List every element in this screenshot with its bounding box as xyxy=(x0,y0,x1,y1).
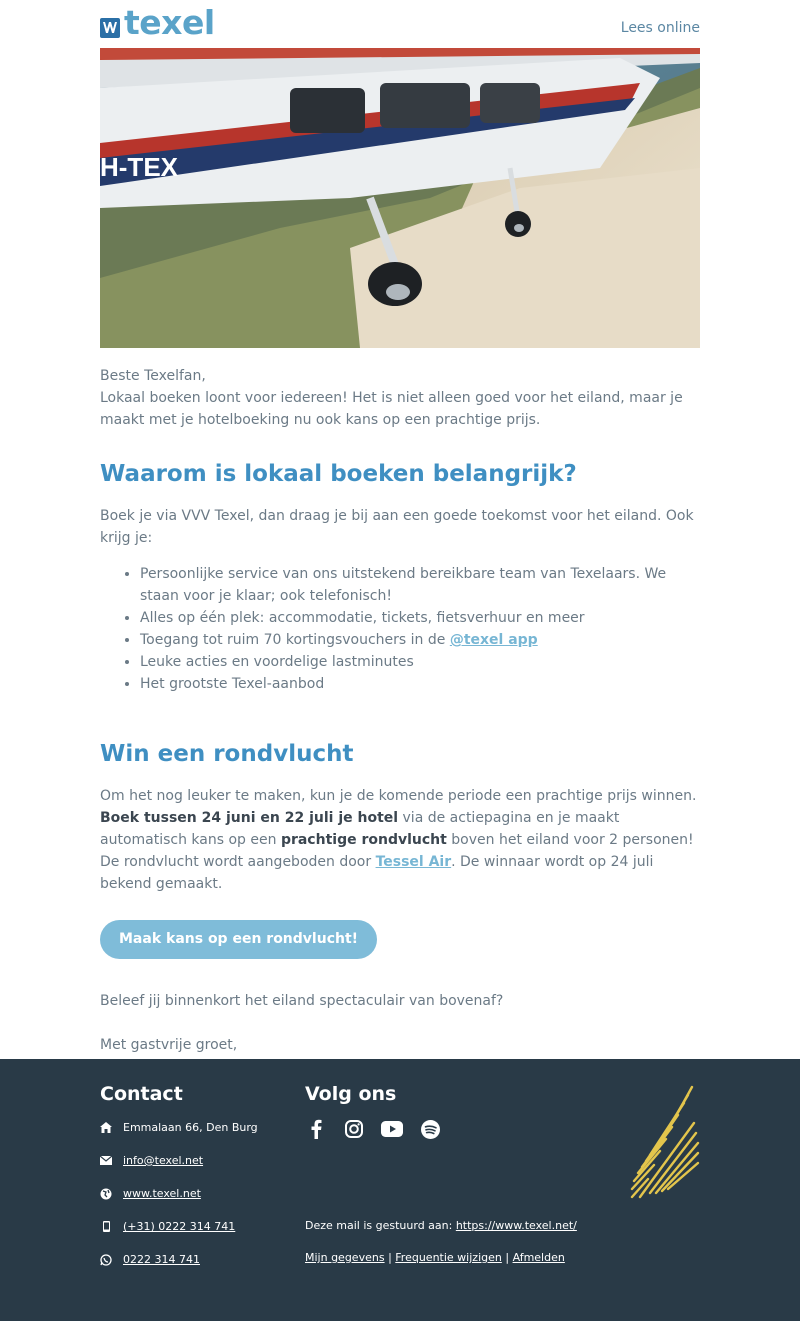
contact-phone xyxy=(100,1220,235,1233)
instagram-icon[interactable] xyxy=(343,1119,365,1139)
benefits-list xyxy=(100,563,700,695)
win-bold-dates: Boek tussen 24 juni en 22 juli je hotel xyxy=(100,810,399,826)
globe-icon xyxy=(100,1188,112,1200)
contact-email xyxy=(100,1154,203,1167)
email-header xyxy=(100,0,700,48)
closing-text: Met gastvrije groet, xyxy=(100,1037,238,1053)
greeting: Beste Texelfan, xyxy=(100,368,206,384)
contact-address xyxy=(100,1121,258,1134)
change-frequency-link[interactable]: Frequentie wijzigen xyxy=(395,1251,502,1264)
hero-image-airplane xyxy=(100,48,700,348)
win-paragraph xyxy=(100,785,700,895)
sent-to-line xyxy=(305,1219,577,1232)
youtube-icon[interactable] xyxy=(381,1119,403,1139)
separator: | xyxy=(505,1251,510,1264)
win-bold-prize: prachtige rondvlucht xyxy=(280,832,447,848)
email-link[interactable]: info@texel.net xyxy=(123,1154,204,1167)
section-title-why-local: Waarom is lokaal boeken belangrijk? xyxy=(100,461,577,487)
footer-links xyxy=(305,1251,565,1264)
mobile-phone-icon xyxy=(100,1221,112,1233)
texel-logo[interactable] xyxy=(100,3,215,42)
my-details-link[interactable]: Mijn gegevens xyxy=(305,1251,385,1264)
section-title-win: Win een rondvlucht xyxy=(100,741,354,767)
whatsapp-link[interactable]: 0222 314 741 xyxy=(123,1253,200,1266)
separator: | xyxy=(388,1251,392,1264)
contact-title: Contact xyxy=(100,1083,183,1105)
spotify-icon[interactable] xyxy=(419,1119,441,1139)
envelope-icon xyxy=(100,1155,112,1167)
win-text: boven het eiland voor 2 personen! De rondvlucht wordt aangeboden door xyxy=(100,832,694,870)
list-item: • Leuke acties en voordelige lastminutes xyxy=(140,651,700,673)
vvv-logo-icon xyxy=(100,18,120,38)
win-text: Om het nog leuker te maken, kun je de komende periode een prachtige prijs winnen. xyxy=(100,788,697,804)
social-links xyxy=(305,1119,441,1139)
home-icon xyxy=(100,1122,112,1134)
follow-title: Volg ons xyxy=(305,1083,397,1105)
list-item xyxy=(140,629,700,651)
website-link[interactable]: www.texel.net xyxy=(123,1187,201,1200)
sent-to-label: Deze mail is gestuurd aan: xyxy=(305,1219,456,1232)
list-item-text: Toegang tot ruim 70 kortingsvouchers in de xyxy=(140,632,450,648)
intro-text: Lokaal boeken loont voor iedereen! Het is niet alleen goed voor het eiland, maar je maakt met je hotelboeking nu ook kans op een prachtige prijs. xyxy=(100,390,683,428)
tessel-air-link[interactable]: Tessel Air xyxy=(375,854,452,870)
sent-to-url-link[interactable]: https://www.texel.net/ xyxy=(455,1219,577,1232)
contact-whatsapp xyxy=(100,1253,200,1266)
facebook-icon[interactable] xyxy=(305,1119,327,1139)
email-footer xyxy=(0,1059,800,1321)
win-flight-button[interactable]: Maak kans op een rondvlucht! xyxy=(100,920,377,959)
section-lead: Boek je via VVV Texel, dan draag je bij aan een goede toekomst voor het eiland. Ook krijg je: xyxy=(100,508,694,546)
logo-text: texel xyxy=(124,3,215,42)
win-text: via de actiepagina en je maakt automatisch kans op een xyxy=(100,810,620,848)
list-item: • Alles op één plek: accommodatie, tickets, fietsverhuur en meer xyxy=(140,607,700,629)
unsubscribe-link[interactable]: Afmelden xyxy=(512,1251,565,1264)
aircraft-registration: H-TEX xyxy=(100,152,178,182)
win-text: . De winnaar wordt op 24 juli bekend gemaakt. xyxy=(100,854,654,892)
read-online-link[interactable]: Lees online xyxy=(620,20,700,36)
texel-app-link[interactable]: @texel app xyxy=(449,632,538,648)
question-text: Beleef jij binnenkort het eiland spectaculair van bovenaf? xyxy=(100,993,504,1009)
address-text: Emmalaan 66, Den Burg xyxy=(123,1121,258,1134)
list-item: • Het grootste Texel-aanbod xyxy=(140,673,700,695)
email-content xyxy=(100,348,700,1078)
phone-link[interactable]: (+31) 0222 314 741 xyxy=(123,1220,236,1233)
texel-stripes-logo-icon xyxy=(630,1083,700,1205)
list-item: • Persoonlijke service van ons uitstekend bereikbare team van Texelaars. We staan voor je klaar; ook telefonisch! xyxy=(140,563,700,607)
whatsapp-icon xyxy=(100,1254,112,1266)
contact-website xyxy=(100,1187,201,1200)
